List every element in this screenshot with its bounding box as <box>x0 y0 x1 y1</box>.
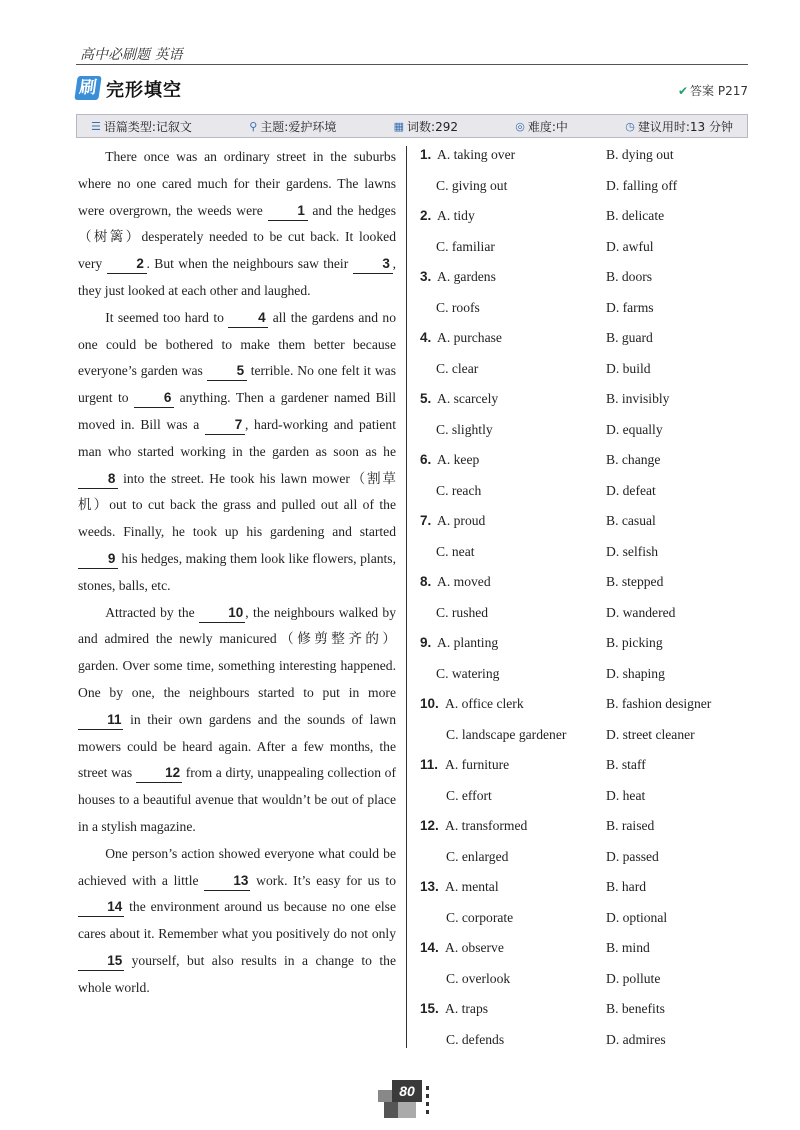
option-d[interactable]: D. passed <box>606 848 659 864</box>
option-b[interactable]: B. doors <box>606 269 653 284</box>
option-d[interactable]: D. defeat <box>606 482 656 498</box>
blank-13[interactable]: 13 <box>204 872 250 891</box>
option-b[interactable]: B. benefits <box>606 1001 665 1016</box>
info-time-text: 建议用时:13 分钟 <box>637 119 733 134</box>
blank-6[interactable]: 6 <box>134 389 174 408</box>
question-1-row-ab <box>420 144 750 175</box>
question-12-row-cd <box>420 846 750 877</box>
info-difficulty <box>515 118 568 135</box>
question-3-row-cd <box>420 297 750 328</box>
option-a[interactable]: A. transformed <box>445 818 528 833</box>
option-d[interactable]: D. pollute <box>606 970 661 986</box>
brush-logo-icon: 刷 <box>74 76 101 100</box>
question-number: 4. <box>420 330 432 345</box>
question-15-row-cd <box>420 1029 750 1060</box>
text-run: all the gardens and no one could be bothered to make them better because everyone’s garden was <box>78 309 396 379</box>
text-run: , hard-working and patient man who started working in the garden as soon as he <box>78 416 396 459</box>
question-4-row-ab <box>420 327 750 358</box>
text-run: his hedges, making them look like flowers, plants, stones, balls, etc. <box>78 550 396 593</box>
section-title: 完形填空 <box>106 80 182 101</box>
difficulty-icon: ◎ <box>515 119 525 133</box>
option-b[interactable]: B. raised <box>606 818 655 833</box>
question-8-row-cd <box>420 602 750 633</box>
question-number: 2. <box>420 208 432 223</box>
blank-7[interactable]: 7 <box>205 416 245 435</box>
option-b[interactable]: B. delicate <box>606 208 665 223</box>
info-difficulty-text: 难度:中 <box>527 119 568 134</box>
info-time <box>625 118 733 135</box>
option-a[interactable]: A. scarcely <box>437 391 499 406</box>
text-run: into the street. He took his lawn mower（割草机）out to cut back the grass and pulled out all of the weeds. Finally, he took up his gardening and started <box>78 470 396 540</box>
text-run: , they just looked at each other and laughed. <box>78 256 396 298</box>
question-5-row-ab <box>420 388 750 419</box>
paragraph-3 <box>78 600 396 841</box>
paragraph-2 <box>78 305 396 600</box>
option-a[interactable]: A. proud <box>437 513 486 528</box>
text-run: terrible. No one felt it was urgent to <box>78 363 397 406</box>
info-word-count-text: 词数:292 <box>407 119 458 134</box>
option-b[interactable]: B. mind <box>606 940 650 955</box>
answer-ref-text: 答案 P217 <box>690 84 748 98</box>
option-a[interactable]: A. gardens <box>437 269 496 284</box>
question-number: 14. <box>420 940 439 955</box>
blank-12[interactable]: 12 <box>136 764 182 783</box>
option-d[interactable]: D. wandered <box>606 604 676 620</box>
question-9-row-cd <box>420 663 750 694</box>
blank-11[interactable]: 11 <box>78 711 123 730</box>
question-15-row-ab <box>420 998 750 1029</box>
question-number: 12. <box>420 818 439 833</box>
option-c[interactable]: C. enlarged <box>446 848 509 864</box>
text-run: work. It’s easy for us to <box>250 872 396 888</box>
option-c[interactable]: C. clear <box>436 360 479 376</box>
page-number: 80 <box>392 1080 422 1102</box>
check-icon: ✔ <box>677 84 689 98</box>
question-12-row-ab <box>420 815 750 846</box>
page-decoration <box>426 1086 429 1116</box>
option-b[interactable]: B. picking <box>606 635 663 650</box>
option-b[interactable]: B. fashion designer <box>606 696 712 711</box>
option-c[interactable]: C. defends <box>446 1031 505 1047</box>
option-c[interactable]: C. roofs <box>436 299 480 315</box>
question-14-row-cd <box>420 968 750 999</box>
option-a[interactable]: A. moved <box>437 574 491 589</box>
cloze-passage <box>78 144 396 1002</box>
question-9-row-ab <box>420 632 750 663</box>
option-a[interactable]: A. keep <box>437 452 480 467</box>
text-run: There once was an ordinary street in the suburbs where no one cared much for their gardens. The lawns were overgrown, the weeds were <box>78 149 396 218</box>
question-7-row-ab <box>420 510 750 541</box>
question-number: 3. <box>420 269 432 284</box>
option-c[interactable]: C. slightly <box>436 421 493 437</box>
page-decoration <box>384 1102 398 1118</box>
option-c[interactable]: C. effort <box>446 787 492 803</box>
blank-5[interactable]: 5 <box>207 362 247 381</box>
question-14-row-ab <box>420 937 750 968</box>
option-d[interactable]: D. optional <box>606 909 668 925</box>
book-header: 高中必刷题 英语 <box>80 47 183 63</box>
question-number: 7. <box>420 513 432 528</box>
clock-icon: ◷ <box>625 119 635 133</box>
option-c[interactable]: C. neat <box>436 543 475 559</box>
option-d[interactable]: D. awful <box>606 238 654 254</box>
info-topic-text: 主题:爱护环境 <box>260 119 337 134</box>
blank-14[interactable]: 14 <box>78 898 124 917</box>
option-b[interactable]: B. change <box>606 452 661 467</box>
option-c[interactable]: C. familiar <box>436 238 495 254</box>
document-icon: ☰ <box>91 119 101 133</box>
counter-icon: ▦ <box>393 119 405 133</box>
question-2-row-cd <box>420 236 750 267</box>
question-number: 15. <box>420 1001 439 1016</box>
question-number: 9. <box>420 635 432 650</box>
option-a[interactable]: A. planting <box>437 635 499 650</box>
question-11-row-ab <box>420 754 750 785</box>
option-d[interactable]: D. admires <box>606 1031 666 1047</box>
option-b[interactable]: B. stepped <box>606 574 664 589</box>
option-b[interactable]: B. hard <box>606 879 647 894</box>
question-13-row-cd <box>420 907 750 938</box>
option-d[interactable]: D. shaping <box>606 665 665 681</box>
question-3-row-ab <box>420 266 750 297</box>
blank-3[interactable]: 3 <box>353 255 393 274</box>
question-number: 6. <box>420 452 432 467</box>
info-word-count <box>394 118 458 135</box>
text-run: . But when the neighbours saw their <box>146 256 353 272</box>
options-column <box>420 144 750 1059</box>
option-c[interactable]: C. reach <box>436 482 482 498</box>
paragraph-4 <box>78 841 396 1002</box>
option-d[interactable]: D. falling off <box>606 177 678 193</box>
page-decoration <box>398 1102 416 1118</box>
option-d[interactable]: D. farms <box>606 299 654 315</box>
question-4-row-cd <box>420 358 750 389</box>
paragraph-1 <box>78 144 396 305</box>
option-c[interactable]: C. overlook <box>446 970 511 986</box>
info-topic <box>249 118 336 135</box>
option-c[interactable]: C. giving out <box>436 177 508 193</box>
text-run: and the hedges（树篱）desperately needed to be cut back. It looked very <box>78 202 396 272</box>
question-1-row-cd <box>420 175 750 206</box>
info-genre-text: 语篇类型:记叙文 <box>103 119 192 134</box>
blank-15[interactable]: 15 <box>78 952 124 971</box>
question-5-row-cd <box>420 419 750 450</box>
blank-8[interactable]: 8 <box>78 470 118 489</box>
info-genre <box>91 118 192 135</box>
magnifier-icon: ⚲ <box>249 119 258 133</box>
blank-2[interactable]: 2 <box>107 255 147 274</box>
question-8-row-ab <box>420 571 750 602</box>
text-run: , the neighbours walked by and admired the newly manicured（修剪整齐的）garden. Over some time, something interesting happened. One by one, the neighbours started to put in more <box>78 604 397 700</box>
question-number: 1. <box>420 147 432 162</box>
text-run: the environment around us because no one else cares about it. Remember what you positively do not only <box>78 899 396 942</box>
question-6-row-cd <box>420 480 750 511</box>
question-10-row-ab <box>420 693 750 724</box>
question-11-row-cd <box>420 785 750 816</box>
header-divider <box>76 64 748 65</box>
option-d[interactable]: D. heat <box>606 787 646 803</box>
option-c[interactable]: C. landscape gardener <box>446 726 567 742</box>
option-d[interactable]: D. street cleaner <box>606 726 695 742</box>
option-b[interactable]: B. dying out <box>606 147 674 162</box>
text-run: from a dirty, unappealing collection of houses to a beautiful avenue that wouldn’t be out of place in a stylish magazine. <box>78 765 396 834</box>
question-number: 5. <box>420 391 432 406</box>
text-run: anything. Then a gardener named Bill moved in. Bill was a <box>78 390 396 432</box>
answer-reference[interactable] <box>678 82 748 99</box>
option-a[interactable]: A. office clerk <box>445 696 524 711</box>
option-a[interactable]: A. tidy <box>437 208 475 223</box>
option-a[interactable]: A. traps <box>445 1001 489 1016</box>
title-row <box>76 76 748 102</box>
page-decoration <box>378 1090 392 1102</box>
question-number: 11. <box>420 757 439 772</box>
option-c[interactable]: C. watering <box>436 665 500 681</box>
question-number: 8. <box>420 574 432 589</box>
option-b[interactable]: B. staff <box>606 757 646 772</box>
option-c[interactable]: C. rushed <box>436 604 489 620</box>
option-a[interactable]: A. mental <box>445 879 499 894</box>
option-a[interactable]: A. observe <box>445 940 504 955</box>
option-d[interactable]: D. equally <box>606 421 663 437</box>
text-run: in their own gardens and the sounds of lawn mowers could be heard again. After a few months, the street was <box>78 711 396 781</box>
question-2-row-ab <box>420 205 750 236</box>
option-b[interactable]: B. guard <box>606 330 653 345</box>
text-run: One person’s action showed everyone what could be achieved with a little <box>78 845 396 888</box>
blank-1[interactable]: 1 <box>268 202 308 221</box>
text-run: yourself, but also results in a change to the whole world. <box>78 952 396 995</box>
question-number: 13. <box>420 879 439 894</box>
question-6-row-ab <box>420 449 750 480</box>
text-run: Attracted by the <box>105 604 200 620</box>
blank-10[interactable]: 10 <box>199 604 245 623</box>
option-a[interactable]: A. furniture <box>445 757 510 772</box>
text-run: It seemed too hard to <box>105 309 229 325</box>
option-d[interactable]: D. build <box>606 360 651 376</box>
question-7-row-cd <box>420 541 750 572</box>
question-number: 10. <box>420 696 439 711</box>
option-d[interactable]: D. selfish <box>606 543 659 559</box>
option-a[interactable]: A. taking over <box>437 147 516 162</box>
blank-9[interactable]: 9 <box>78 550 118 569</box>
blank-4[interactable]: 4 <box>228 309 268 328</box>
question-13-row-ab <box>420 876 750 907</box>
option-a[interactable]: A. purchase <box>437 330 502 345</box>
option-c[interactable]: C. corporate <box>446 909 514 925</box>
option-b[interactable]: B. invisibly <box>606 391 670 406</box>
info-bar <box>76 114 748 138</box>
option-b[interactable]: B. casual <box>606 513 656 528</box>
column-divider <box>406 146 407 1048</box>
question-10-row-cd <box>420 724 750 755</box>
